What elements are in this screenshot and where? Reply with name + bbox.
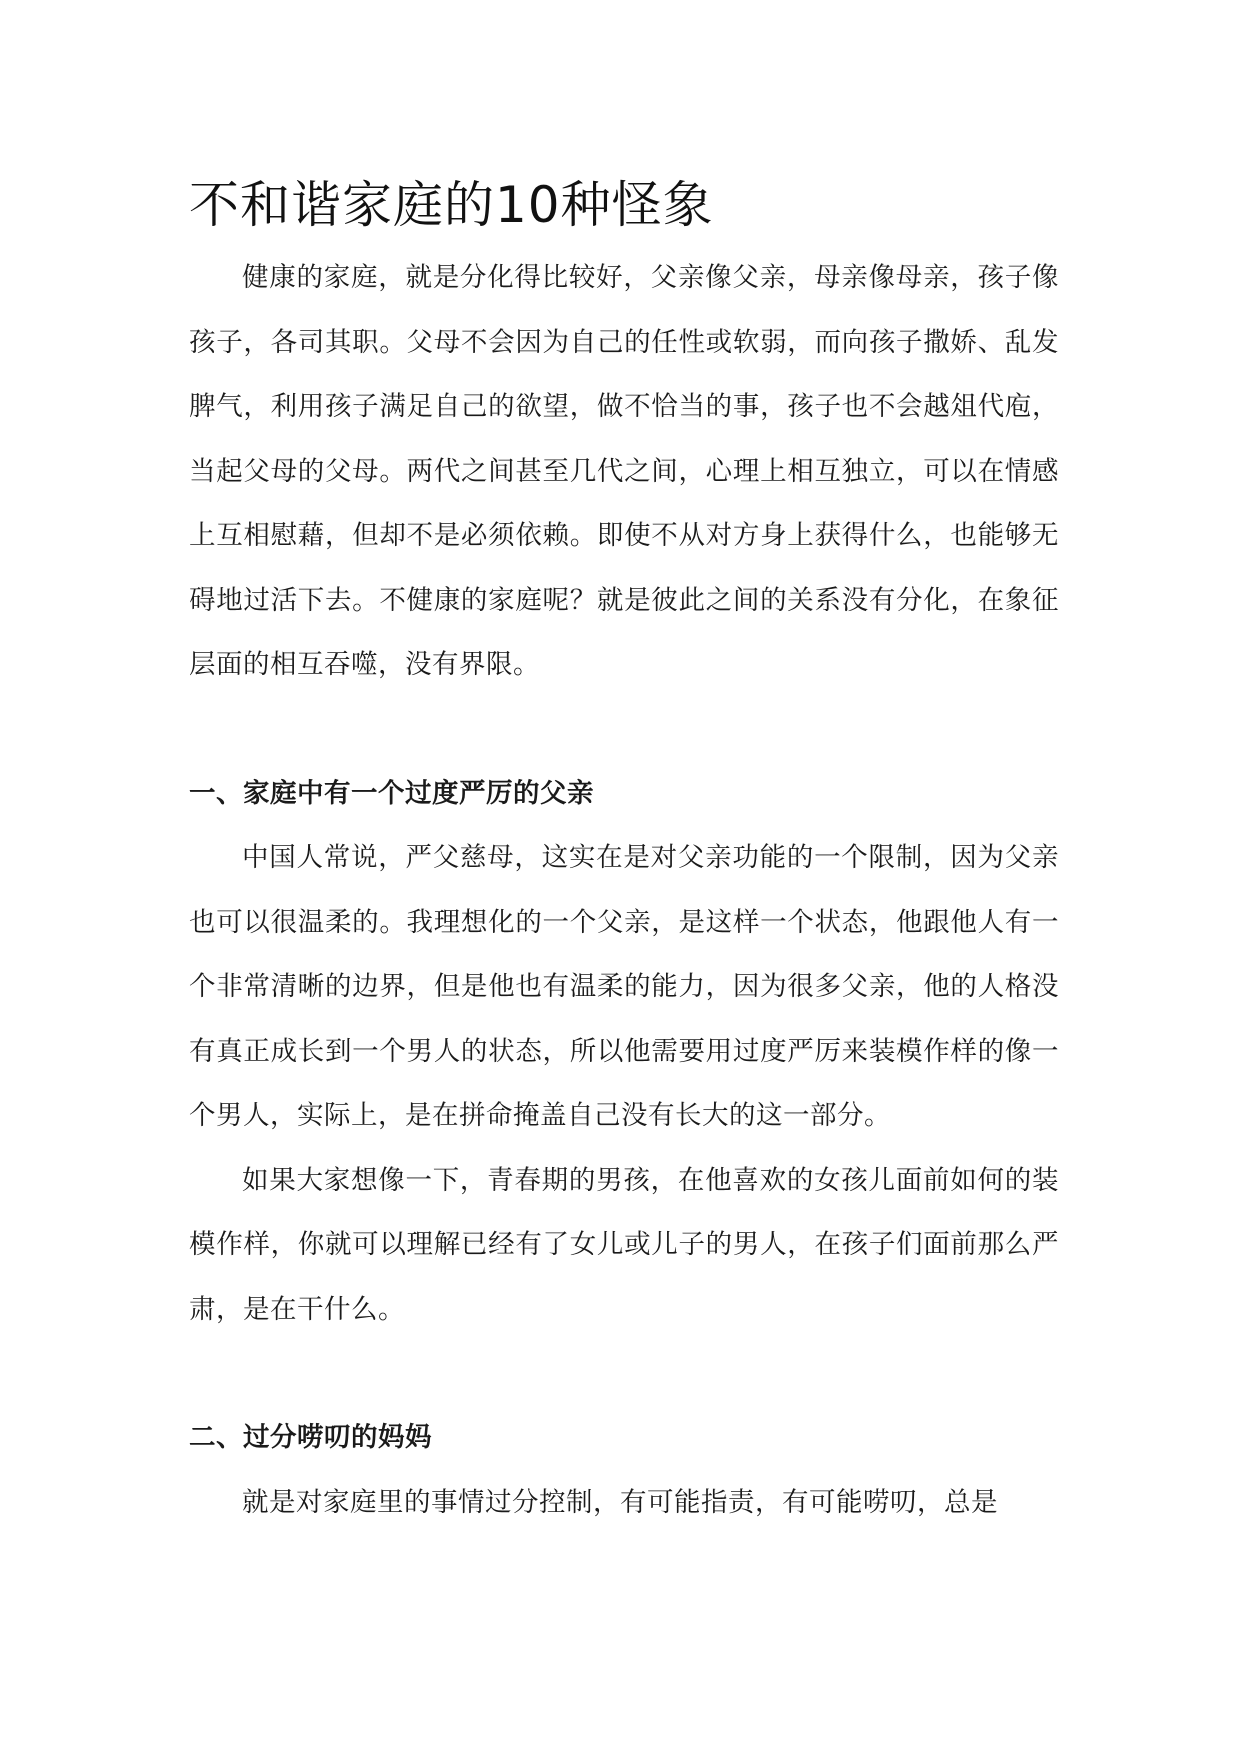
document-title: 不和谐家庭的10种怪象 xyxy=(189,176,714,234)
document-body xyxy=(189,172,1059,1535)
section-heading-2: 二、过分唠叨的妈妈 xyxy=(189,1422,432,1453)
section-heading-1: 一、家庭中有一个过度严厉的父亲 xyxy=(189,777,594,809)
section-1-paragraph-2: 如果大家想像一下，青春期的男孩，在他喜欢的女孩儿面前如何的装模作样，你就可以理解已经有了女儿或儿子的男人，在孩子们面前那么严肃，是在干什么。 xyxy=(189,1164,1059,1325)
section-1-paragraph-1: 中国人常说，严父慈母，这实在是对父亲功能的一个限制，因为父亲也可以很温柔的。我理想化的一个父亲，是这样一个状态，他跟他人有一个非常清晰的边界，但是他也有温柔的能力，因为很多父亲，他的人格没有真正成长到一个男人的状态，所以他需要用过度严厉来装模作样的像一个男人，实际上，是在拼命掩盖自己没有长大的这一部分。 xyxy=(189,842,1059,1131)
section-spacer xyxy=(189,1342,1059,1406)
intro-paragraph: 健康的家庭，就是分化得比较好，父亲像父亲，母亲像母亲，孩子像孩子，各司其职。父母不会因为自己的任性或软弱，而向孩子撒娇、乱发脾气，利用孩子满足自己的欲望，做不恰当的事，孩子也不会越俎代庖，当起父母的父母。两代之间甚至几代之间，心理上相互独立，可以在情感上互相慰藉，但却不是必须依赖。即使不从对方身上获得什么，也能够无碍地过活下去。不健康的家庭呢？就是彼此之间的关系没有分化，在象征层面的相互吞噬，没有界限。 xyxy=(189,262,1059,680)
section-spacer xyxy=(189,698,1059,762)
section-2-paragraph-1: 就是对家庭里的事情过分控制，有可能指责，有可能唠叨，总是 xyxy=(242,1486,998,1518)
